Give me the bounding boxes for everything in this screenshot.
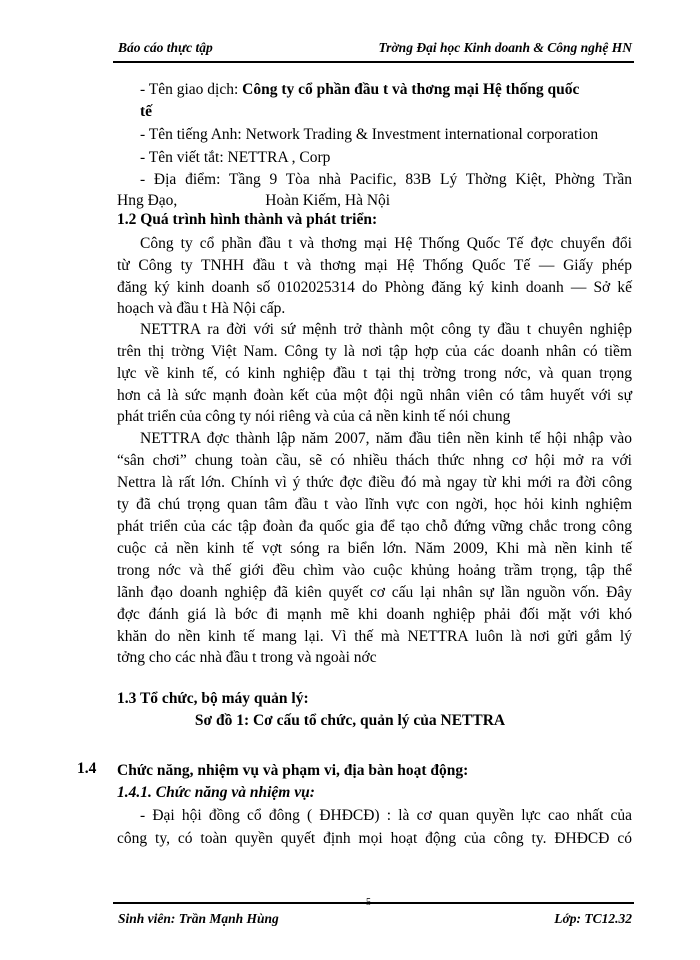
para-line: trong nớc và thế giới đều chìm vào cuộc khủng hoảng trầm trọng, tập thể <box>117 562 632 579</box>
trade-name-value: Công ty cổ phần đầu t và thơng mại Hệ thống quốc <box>242 81 580 98</box>
trade-name-label: - Tên giao dịch: <box>140 81 243 98</box>
para-line: ty đã chú trọng quan tâm đầu t vào lĩnh vực con ngời, học hỏi kinh nghiệm <box>117 496 632 513</box>
para-line: từ Công ty TNHH đầu t và thơng mại Hệ Thống Quốc Tế — Giấy phép <box>117 257 632 274</box>
address-line-2 <box>117 191 632 211</box>
header-rule <box>113 61 634 63</box>
address-line-1: - Địa điểm: Tầng 9 Tòa nhà Pacific, 83B Lý Thờng Kiệt, Phờng Trần <box>140 171 632 188</box>
para-line: trên thị trờng Việt Nam. Công ty là nơi tập hợp của các doanh nhân có tiềm <box>117 343 632 360</box>
footer-rule <box>113 902 634 904</box>
section-1-2-heading: 1.2 Quá trình hình thành và phát triển: <box>117 211 378 228</box>
abbreviation-line: - Tên viết tắt: NETTRA , Corp <box>140 149 331 166</box>
address-ward: Hng Đạo, <box>117 192 178 209</box>
subsection-1-4-1-heading: 1.4.1. Chức năng và nhiệm vụ: <box>117 784 315 801</box>
para-line: Nettra là rất lớn. Chính vì ý thức đợc điều đó mà ngay từ khi mới ra đời công <box>117 474 632 491</box>
footer-student: Sinh viên: Trần Mạnh Hùng <box>118 911 279 926</box>
para-line: “sân chơi” chung toàn cầu, sẽ có nhiều thách thức nhng cơ hội mở ra với <box>117 452 632 469</box>
para-line: phát triển của các tập đoàn đa quốc gia để tạo chỗ đứng vững chắc trong công <box>117 518 632 535</box>
para-line: Công ty cổ phần đầu t và thơng mại Hệ Thống Quốc Tế đợc chuyển đổi <box>140 235 632 252</box>
para-line: lãnh đạo doanh nghiệp đã kiên quyết cơ cấu lại nhân sự lần nguồn vốn. Đây <box>117 584 632 601</box>
para-line: - Đại hội đồng cổ đông ( ĐHĐCĐ) : là cơ quan quyền lực cao nhất của <box>140 807 632 824</box>
page-number: 5 <box>366 897 371 908</box>
para-line: lực về kinh tế, có kinh nghiệp đầu t tại thị trờng trong nớc, và quan trọng <box>117 365 632 382</box>
header-left: Báo cáo thực tập <box>118 40 213 55</box>
trade-name-value-cont: tế <box>140 103 153 120</box>
para-line: NETTRA ra đời với sứ mệnh trở thành một công ty đầu t chuyên nghiệp <box>140 321 632 338</box>
para-line: khăn do nền kinh tế mang lại. Vì thế mà NETTRA luôn là nơi gửi gắm lý <box>117 628 632 645</box>
section-1-4-heading: Chức năng, nhiệm vụ và phạm vi, địa bàn hoạt động: <box>117 762 469 779</box>
section-1-4-number: 1.4 <box>77 760 97 777</box>
para-line: cuộc cả nền kinh tế vợt sóng ra biển lớn. Năm 2009, Khi mà nền kinh tế <box>117 540 632 557</box>
trade-name-line <box>140 80 632 100</box>
para-line: NETTRA đợc thành lập năm 2007, năm đầu tiên nền kinh tế hội nhập vào <box>140 430 632 447</box>
header-right: Trờng Đại học Kinh doanh & Công nghệ HN <box>378 40 632 55</box>
para-line: công ty, có toàn quyền quyết định mọi hoạt động của công ty. ĐHĐCĐ có <box>117 830 632 847</box>
para-line: phát triển của công ty nói riêng và của cả nền kinh tế nói chung <box>117 408 511 425</box>
diagram-title: Sơ đồ 1: Cơ cấu tổ chức, quản lý của NETTRA <box>194 712 506 729</box>
para-line: tởng cho các nhà đầu t trong và ngoài nớc <box>117 649 377 666</box>
para-line: hơn cả là sức mạnh đoàn kết của một đội ngũ nhân viên có tâm huyết với sự <box>117 387 632 404</box>
footer-class: Lớp: TC12.32 <box>554 911 632 926</box>
para-line: đợc đánh giá là bớc đi mạnh mẽ khi doanh nghiệp phải đối mặt với khó <box>117 606 632 623</box>
address-district: Hoàn Kiếm, Hà Nội <box>265 192 391 209</box>
para-line: đăng ký kinh doanh số 0102025314 do Phòng đăng ký kinh doanh — Sở kế <box>117 279 632 296</box>
english-name-line: - Tên tiếng Anh: Network Trading & Investment international corporation <box>140 126 599 143</box>
para-line: hoạch và đầu t Hà Nội cấp. <box>117 300 286 317</box>
section-1-3-heading: 1.3 Tổ chức, bộ máy quản lý: <box>117 690 309 707</box>
